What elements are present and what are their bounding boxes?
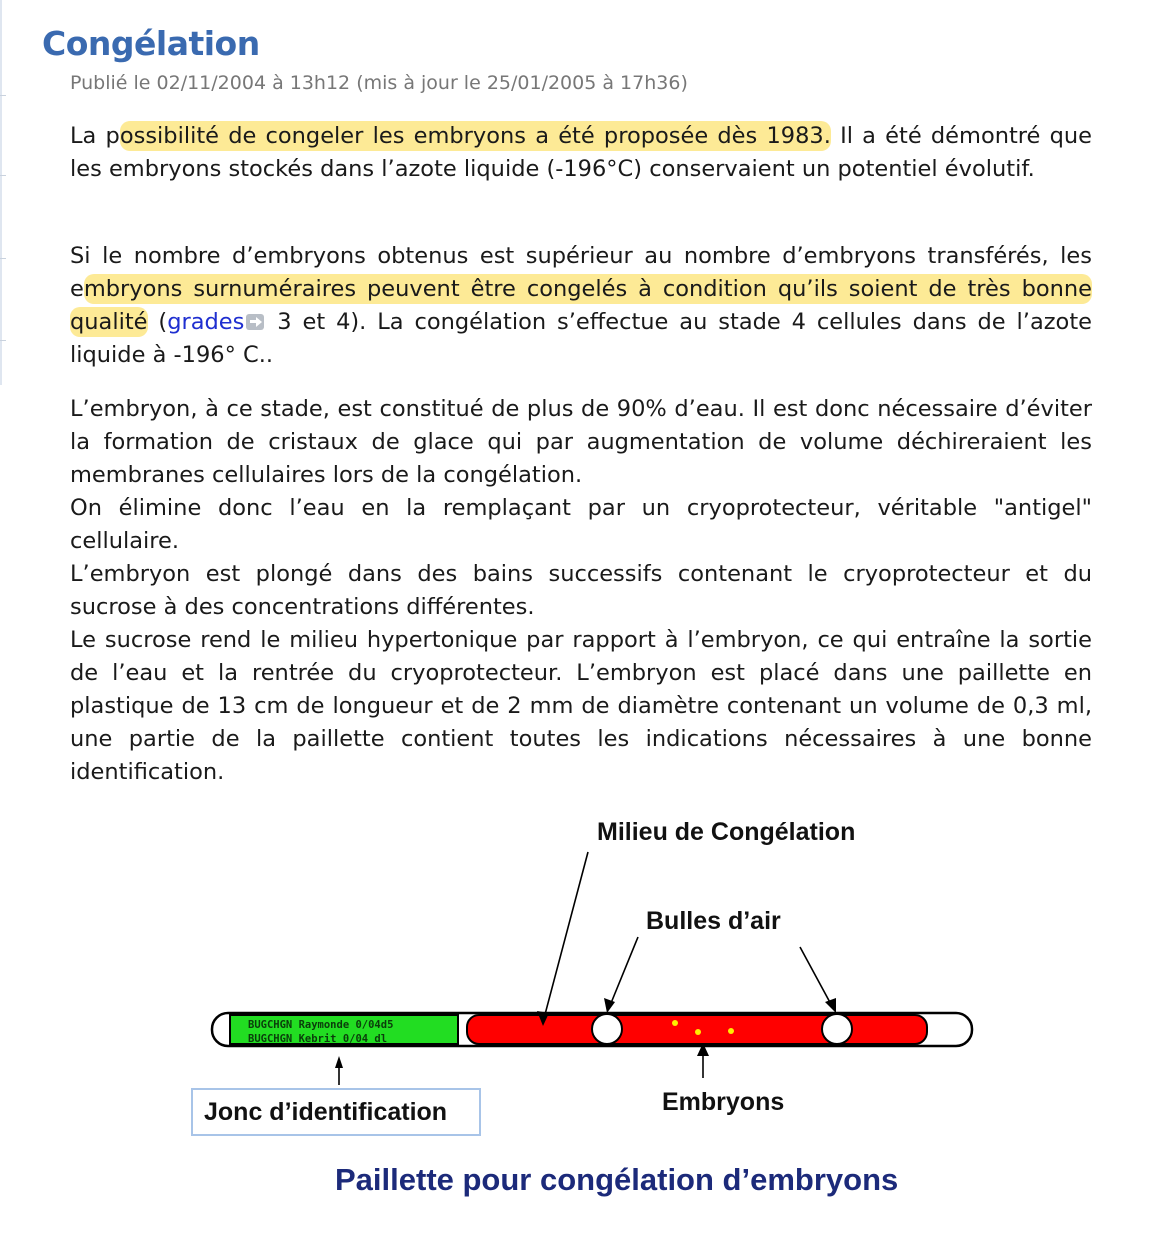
left-border-tick bbox=[0, 95, 6, 96]
arrow-jonc-head bbox=[335, 1056, 343, 1068]
embryo-dot bbox=[672, 1020, 678, 1026]
embryo-dot bbox=[728, 1028, 734, 1034]
arrow-bubble-2 bbox=[800, 947, 833, 1008]
label-jonc: Jonc d’identification bbox=[204, 1098, 448, 1126]
paragraph-3-line-3: L’embryon est plongé dans des bains successifs contenant le cryoprotecteur et du sucrose à des concentrations différentes. bbox=[70, 561, 1092, 620]
highlight-1: ossibilité de congeler les embryons a été proposée dès 1983. bbox=[119, 123, 831, 149]
embryo-dot bbox=[695, 1029, 701, 1035]
grades-link[interactable]: grades bbox=[167, 309, 245, 335]
arrow-bubble-2-head bbox=[825, 998, 836, 1013]
label-embryons: Embryons bbox=[662, 1088, 785, 1116]
paragraph-3-line-4: Le sucrose rend le milieu hypertonique par rapport à l’embryon, ce qui entraîne la sortie de l’eau et la rentrée du cryoprotecteur. L’embryon est placé dans une paillette en plastique de 13 cm de longueur et de 2 mm de diamètre contenant un volume de 0,3 ml, une partie de la paillette contient toutes les indications nécessaires à une bonne identification. bbox=[70, 627, 1092, 785]
arrow-bubble-1-head bbox=[604, 998, 615, 1013]
air-bubble bbox=[822, 1014, 852, 1044]
identification-rod-text-2: BUGCHGN Kebrit 0/04 dl bbox=[248, 1033, 388, 1045]
external-link-icon[interactable] bbox=[246, 314, 264, 330]
left-border-tick bbox=[0, 340, 6, 341]
left-border-tick bbox=[0, 258, 6, 259]
paragraph-1: La possibilité de congeler les embryons a été proposée dès 1983. Il a été démontré que les embryons stockés dans l’azote liquide (-196°C) conservaient un potentiel évolutif. bbox=[70, 123, 1092, 182]
paragraph-3-line-1: L’embryon, à ce stade, est constitué de plus de 90% d’eau. Il est donc nécessaire d’éviter la formation de cristaux de glace qui par augmentation de volume déchireraient les membranes cellulaires lors de la congélation. bbox=[70, 396, 1092, 488]
label-milieu: Milieu de Congélation bbox=[597, 818, 856, 846]
paragraph-3 bbox=[70, 393, 1092, 789]
arrow-milieu bbox=[543, 852, 588, 1022]
figure-caption: Paillette pour congélation d’embryons bbox=[335, 1162, 899, 1197]
left-border-tick bbox=[0, 175, 6, 176]
label-bulles: Bulles d’air bbox=[646, 907, 781, 935]
publication-date: Publié le 02/11/2004 à 13h12 (mis à jour le 25/01/2005 à 17h36) bbox=[70, 72, 688, 94]
page-title: Congélation bbox=[42, 24, 260, 63]
identification-rod-text-1: BUGCHGN Raymonde 0/04d5 bbox=[248, 1019, 394, 1031]
highlight-2: mbryons surnuméraires peuvent être congelés à condition qu’ils soient de très bonne qualité bbox=[70, 276, 1092, 335]
arrow-bubble-1 bbox=[609, 937, 638, 1008]
paragraph-2: Si le nombre d’embryons obtenus est supérieur au nombre d’embryons transférés, les embryons surnuméraires peuvent être congelés à condition qu’ils soient de très bonne qualité (grades 3 et 4). La congélation s’effectue au stade 4 cellules dans de l’azote liquide à -196° C.. bbox=[70, 243, 1092, 368]
air-bubble bbox=[592, 1014, 622, 1044]
paragraph-3-line-2: On élimine donc l’eau en la remplaçant par un cryoprotecteur, véritable "antigel" cellulaire. bbox=[70, 495, 1092, 554]
left-border-rule bbox=[0, 0, 2, 385]
